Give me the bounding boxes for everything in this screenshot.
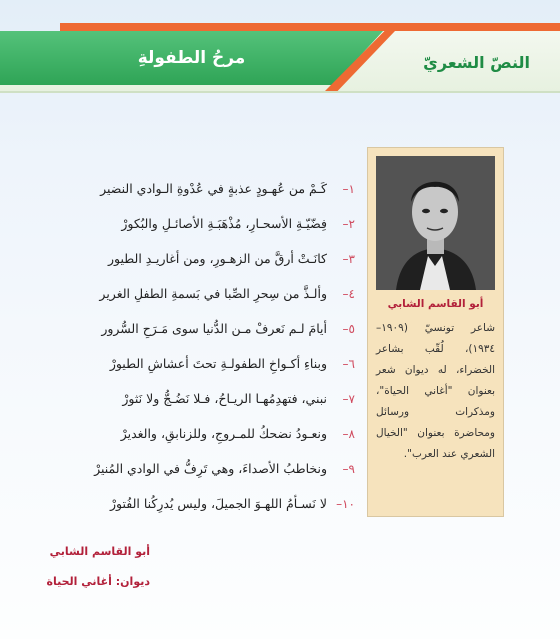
line-text: وبناءِ أكـواخِ الطفولـةِ تحتَ أعشاشِ الطيورْ	[109, 356, 327, 371]
line-number: ٢–	[342, 217, 355, 231]
section-label: النصّ الشعريّ	[423, 53, 530, 72]
line-number: ١٠–	[336, 497, 355, 511]
poem-line	[15, 283, 355, 318]
line-number: ٥–	[342, 322, 355, 336]
poet-name: أبو القاسم الشابي	[387, 298, 484, 310]
line-number: ٣–	[342, 252, 355, 266]
line-text: وألـذَّ من سِحرِ الصِّبا في بَسمةِ الطفلِ الغرير	[99, 286, 327, 301]
poet-bio-text: شاعر تونسيّ (١٩٠٩– ١٩٣٤)، لُقّب بشاعر الخضراء، له ديوان شعر بعنوان "أغاني الحياة"، ومذكرات ورسائل ومحاضرة بعنوان "الخيال الشعري عند العرب".	[376, 322, 495, 460]
poem-line	[15, 388, 355, 423]
page-title: مرحُ الطفولةِ	[137, 48, 246, 68]
line-text: لا نَسـأمُ اللهـوَ الجميلَ، وليس يُدرِكُنا الفُتورْ	[110, 496, 327, 511]
line-text: كَـمْ من عُهـودٍ عذبةٍ في عُدْوةِ الـوادي النضير	[100, 181, 327, 196]
poet-portrait-icon	[376, 156, 495, 290]
poem-line	[15, 318, 355, 353]
poem-line	[15, 248, 355, 283]
poem-line	[15, 353, 355, 388]
line-text: نبني، فتهدِمُهـا الريـاحُ، فـلا نَضُـجُّ ولا نَثورْ	[122, 391, 327, 406]
poem-line	[15, 458, 355, 493]
line-text: ونخاطبُ الأصداءَ، وهي تَرِفُّ في الوادي المُنيرْ	[94, 461, 327, 476]
poem	[15, 178, 355, 528]
line-text: أيامَ لـم نَعرفْ مـن الدُّنيا سوى مَـرَحِ السُّرور	[101, 321, 327, 336]
line-text: ونعـودُ نضحكُ للمـروجِ، وللزنابقِ، والغديرْ	[120, 426, 327, 441]
poem-line	[15, 213, 355, 248]
poem-line	[15, 423, 355, 458]
poem-line	[15, 178, 355, 213]
attribution-author: أبو القاسم الشابي	[49, 545, 150, 558]
line-text: كانَـتْ أرقَّ من الزهـورِ، ومن أغاريـدِ الطيور	[107, 251, 327, 266]
poet-portrait-image	[376, 156, 495, 290]
attribution-source: ديوان: أغاني الحياة	[46, 575, 150, 588]
line-number: ٦–	[342, 357, 355, 371]
poet-bio-card	[367, 147, 504, 517]
line-number: ٨–	[342, 427, 355, 441]
line-number: ١–	[342, 182, 355, 196]
line-number: ٧–	[342, 392, 355, 406]
header-accent-line	[60, 23, 560, 31]
line-text: فِضّيّـةِ الأسحـارِ، مُذْهَبَـةِ الأصائـلِ والبُكورْ	[121, 216, 327, 231]
line-number: ٤–	[342, 287, 355, 301]
poem-line	[15, 493, 355, 528]
line-number: ٩–	[342, 462, 355, 476]
